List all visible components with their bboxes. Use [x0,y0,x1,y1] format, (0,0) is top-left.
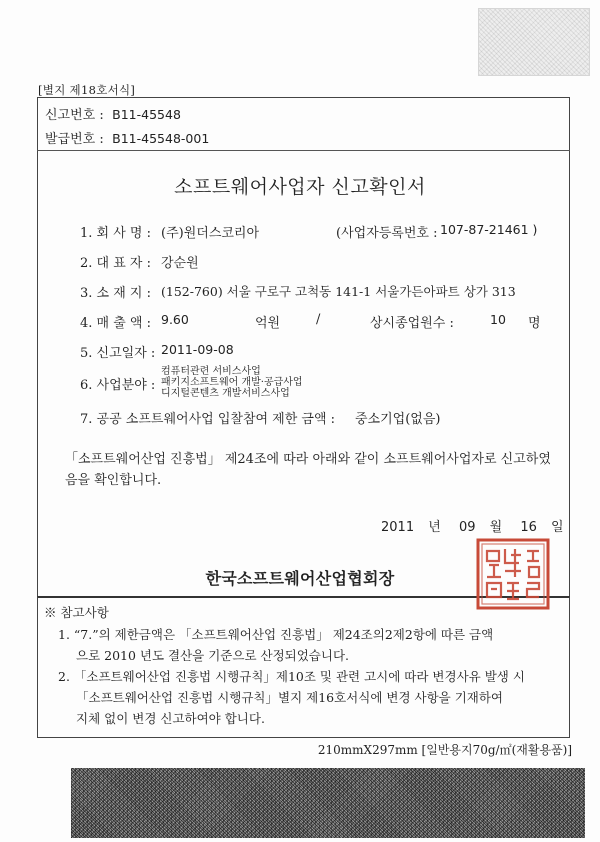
date-day-unit: 일 [551,520,564,535]
note-line: 2. 「소프트웨어산업 진흥법 시행규칙」제10조 및 관련 고시에 따라 변경사유 발생 시 [58,669,525,684]
statement-line: 「소프트웨어산업 진흥법」 제24조에 따라 아래와 같이 소프트웨어사업자로 신고하였 [65,452,551,467]
official-seal [475,537,551,611]
date-year: 2011 [381,520,415,535]
issuer-title: 한국소프트웨어산업협회장 [205,569,395,588]
business-area-list [161,366,303,399]
sales-unit: 억원 [255,316,281,331]
security-pattern-top [478,8,590,76]
note-line: 으로 2010 년도 결산을 기준으로 산정되었습니다. [76,648,350,663]
sales-value: 9.60 [161,312,189,327]
date-year-unit: 년 [428,520,441,535]
note-line: 1. “7.”의 제한금액은 「소프트웨어산업 진흥법」 제24조의2제2항에 따른 금액 [58,627,494,642]
business-area-label: 6. 사업분야 : [80,378,156,393]
employees-label: 상시종업원수 : [370,316,454,331]
paper-spec: 210mmX297mm [일반용지70g/㎡(재활용품)] [317,743,572,757]
sales-separator: / [316,312,321,327]
employees-unit: 명 [528,316,541,331]
company-value: (주)원더스코리아 [161,226,260,241]
company-label: 1. 회 사 명 : [80,226,151,241]
report-date-label: 5. 신고일자 : [80,346,156,361]
business-area-item: 디지털콘텐츠 개발서비스사업 [161,388,290,399]
note-line: 「소프트웨어산업 진흥법 시행규칙」별지 제16호서식에 변경 사항을 기재하여 [76,690,503,705]
date-month: 09 [458,520,476,535]
sales-label: 4. 매 출 액 : [80,316,151,331]
note-line: 지체 없이 변경 신고하여야 합니다. [76,711,265,726]
ceo-value: 강순원 [161,256,199,271]
document-title: 소프트웨어사업자 신고확인서 [174,176,426,198]
report-date-value: 2011-09-08 [161,342,234,357]
date-day: 16 [520,520,537,535]
business-reg-label: (사업자등록번호 : [336,226,438,241]
address-label: 3. 소 재 지 : [80,286,151,301]
header-divider [37,150,570,151]
bid-limit-value: 중소기업(없음) [355,412,441,427]
address-value: (152-760) 서울 구로구 고척동 141-1 서울가든아파트 상가 313 [161,284,516,299]
issue-date [381,516,564,535]
notes-heading: ※ 참고사항 [44,605,109,620]
business-area-item: 컴퓨터관련 서비스사업 [161,366,261,377]
bid-limit-label: 7. 공공 소프트웨어사업 입찰참여 제한 금액 : [80,412,336,427]
statement-line: 음을 확인합니다. [65,473,162,488]
issue-number-label: 발급번호 : [45,132,104,147]
ceo-label: 2. 대 표 자 : [80,256,151,271]
statement-text [65,449,551,491]
report-number-value: B11-45548 [112,107,181,122]
employees-value: 10 [490,312,506,327]
date-month-unit: 월 [489,520,503,535]
business-area-item: 패키지소프트웨어 개발·공급사업 [161,377,303,388]
form-label: [별지 제18호서식] [38,83,136,97]
security-pattern-bottom [71,768,585,838]
issue-number-row [45,128,209,147]
report-number-row [45,104,181,123]
business-reg-value: 107-87-21461 ) [440,222,538,237]
issue-number-value: B11-45548-001 [112,131,210,146]
report-number-label: 신고번호 : [45,108,104,123]
